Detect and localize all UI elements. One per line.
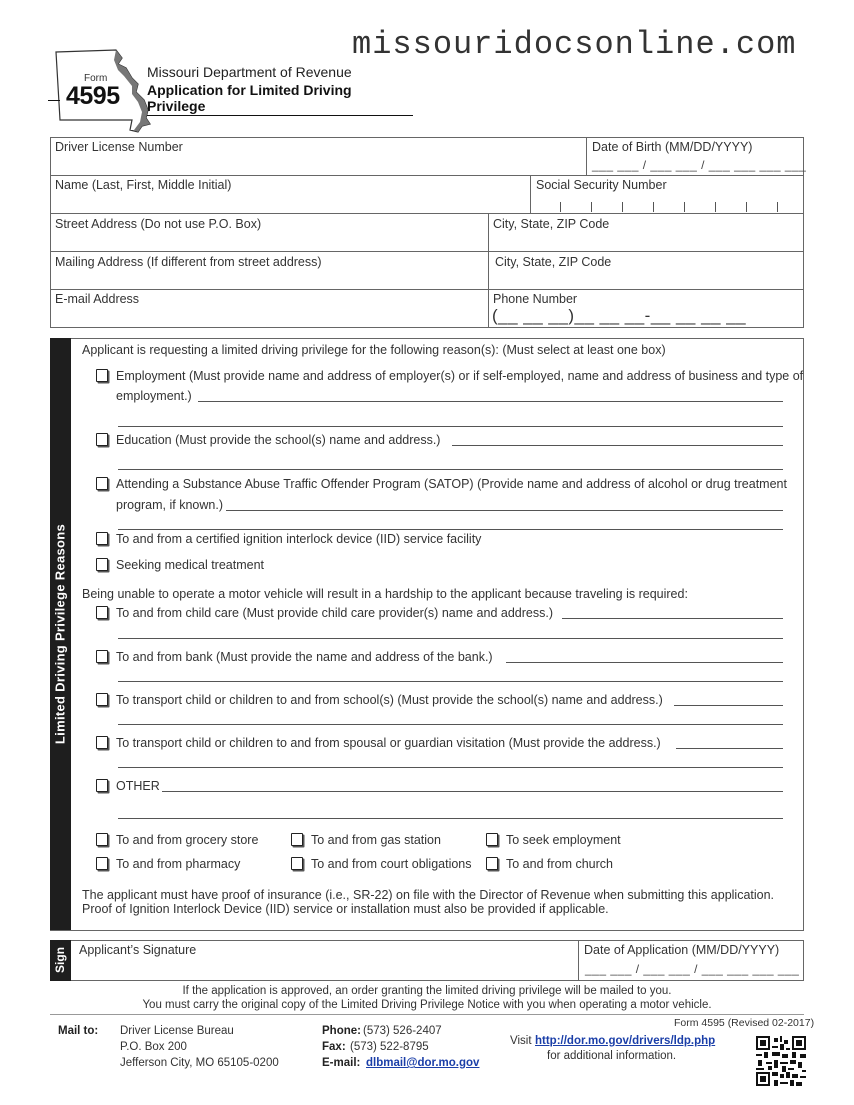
sign-side-label: Sign	[53, 947, 67, 973]
childcare-label: To and from child care (Must provide child care provider(s) name and address.)	[116, 606, 553, 620]
gas-checkbox[interactable]	[291, 833, 303, 846]
seek-employment-checkbox[interactable]	[486, 833, 498, 846]
medical-checkbox[interactable]	[96, 558, 108, 571]
street-address-field[interactable]: Street Address (Do not use P.O. Box)	[55, 217, 262, 231]
employment-label: Employment (Must provide name and address of employer(s) or if self-employed, name and address of business and type of	[116, 369, 804, 383]
hardship-intro: Being unable to operate a motor vehicle will result in a hardship to the applicant because traveling is required:	[82, 587, 688, 601]
gas-label: To and from gas station	[311, 833, 441, 847]
employment-line[interactable]	[118, 426, 783, 427]
school-transport-checkbox[interactable]	[96, 693, 108, 706]
signature-field[interactable]: Applicant’s Signature	[79, 943, 197, 957]
email-label: E-mail:	[322, 1057, 361, 1069]
other-line[interactable]	[162, 791, 783, 792]
email-field[interactable]: E-mail Address	[55, 292, 140, 306]
education-checkbox[interactable]	[96, 433, 108, 446]
education-label: Education (Must provide the school(s) name and address.)	[116, 433, 441, 447]
grocery-checkbox[interactable]	[96, 833, 108, 846]
school-transport-line[interactable]	[118, 724, 783, 725]
mailing-city-state-zip-field[interactable]: City, State, ZIP Code	[495, 255, 612, 269]
childcare-line[interactable]	[562, 618, 783, 619]
pharmacy-checkbox[interactable]	[96, 857, 108, 870]
satop-label-cont: program, if known.)	[116, 498, 223, 512]
reasons-intro: Applicant is requesting a limited driving privilege for the following reason(s): (Must select at least one box)	[82, 343, 666, 357]
bank-label: To and from bank (Must provide the name and address of the bank.)	[116, 650, 493, 664]
visitation-line[interactable]	[118, 767, 783, 768]
ldp-website-link[interactable]: http://dor.mo.gov/drivers/ldp.php	[535, 1035, 716, 1047]
application-date-field[interactable]: Date of Application (MM/DD/YYYY)	[584, 943, 780, 957]
mail-address-line-3: Jefferson City, MO 65105-0200	[120, 1057, 279, 1069]
visitation-label: To transport child or children to and from spousal or guardian visitation (Must provide the address.)	[116, 736, 661, 750]
site-watermark: missouridocsonline.com	[352, 26, 797, 63]
phone-blanks: (__ __ __)__ __ __-__ __ __ __	[492, 306, 747, 325]
education-line[interactable]	[452, 445, 783, 446]
grid-divider	[50, 251, 804, 252]
dob-blanks: ___ ___ / ___ ___ / ___ ___ ___ ___	[592, 158, 807, 172]
employment-checkbox[interactable]	[96, 369, 108, 382]
satop-label: Attending a Substance Abuse Traffic Offender Program (SATOP) (Provide name and address of alcohol or drug treatment	[116, 477, 787, 491]
iid-proof-notice: Proof of Ignition Interlock Device (IID) service or installation must also be provided if applicable.	[82, 902, 609, 916]
church-checkbox[interactable]	[486, 857, 498, 870]
mail-address-line-2: P.O. Box 200	[120, 1041, 187, 1053]
revision-label: Form 4595 (Revised 02-2017)	[674, 1017, 815, 1029]
grid-divider	[50, 213, 804, 214]
ssn-digit-dividers	[560, 202, 778, 212]
employment-line[interactable]	[198, 401, 783, 402]
mail-address-line-1: Driver License Bureau	[120, 1025, 234, 1037]
ssn-field[interactable]: Social Security Number	[536, 178, 667, 192]
grocery-label: To and from grocery store	[116, 833, 259, 847]
carry-notice: You must carry the original copy of the Limited Driving Privilege Notice with you when operating a motor vehicle.	[142, 999, 712, 1011]
church-label: To and from church	[506, 857, 613, 871]
footer-divider	[50, 1014, 804, 1015]
reasons-side-label: Limited Driving Privilege Reasons	[52, 523, 68, 745]
approval-note: If the application is approved, an order granting the limited driving privilege will be mailed to you.	[182, 985, 672, 997]
mail-to-label: Mail to:	[58, 1025, 99, 1037]
employment-label-cont: employment.)	[116, 389, 192, 403]
form-label: Form	[84, 73, 108, 84]
phone-field[interactable]: Phone Number	[493, 292, 578, 306]
other-label: OTHER	[116, 779, 160, 793]
driver-license-field[interactable]: Driver License Number	[55, 140, 183, 154]
pharmacy-label: To and from pharmacy	[116, 857, 241, 871]
phone-value: (573) 526-2407	[363, 1025, 442, 1037]
bank-line[interactable]	[506, 662, 783, 663]
other-line[interactable]	[118, 818, 783, 819]
mailing-address-field[interactable]: Mailing Address (If different from street address)	[55, 255, 322, 269]
form-dash-divider	[48, 100, 60, 101]
school-transport-label: To transport child or children to and from school(s) (Must provide the school(s) name and address.)	[116, 693, 663, 707]
satop-line[interactable]	[226, 510, 783, 511]
school-transport-line[interactable]	[674, 705, 783, 706]
fax-value: (573) 522-8795	[350, 1041, 429, 1053]
dob-field[interactable]: Date of Birth (MM/DD/YYYY)	[592, 140, 753, 154]
bank-line[interactable]	[118, 681, 783, 682]
grid-divider	[530, 175, 531, 213]
grid-divider	[488, 213, 489, 328]
qr-code-icon	[756, 1036, 806, 1086]
form-number: 4595	[66, 82, 120, 110]
seek-employment-label: To seek employment	[506, 833, 621, 847]
education-line[interactable]	[118, 469, 783, 470]
iid-checkbox[interactable]	[96, 532, 108, 545]
grid-divider	[50, 289, 804, 290]
court-checkbox[interactable]	[291, 857, 303, 870]
agency-name: Missouri Department of Revenue	[147, 64, 352, 80]
court-label: To and from court obligations	[311, 857, 472, 871]
iid-label: To and from a certified ignition interlock device (IID) service facility	[116, 532, 482, 546]
application-date-blanks: ___ ___ / ___ ___ / ___ ___ ___ ___	[585, 962, 800, 976]
other-checkbox[interactable]	[96, 779, 108, 792]
grid-divider	[586, 137, 587, 175]
name-field[interactable]: Name (Last, First, Middle Initial)	[55, 178, 232, 192]
bank-checkbox[interactable]	[96, 650, 108, 663]
visitation-checkbox[interactable]	[96, 736, 108, 749]
insurance-notice: The applicant must have proof of insurance (i.e., SR-22) on file with the Director of Revenue when submitting this application.	[82, 888, 775, 902]
visitation-line[interactable]	[676, 748, 783, 749]
grid-divider	[50, 175, 804, 176]
visit-suffix: for additional information.	[547, 1050, 677, 1062]
sign-divider	[578, 940, 579, 981]
phone-label: Phone:	[322, 1025, 361, 1037]
visit-prefix: Visit	[510, 1035, 532, 1047]
medical-label: Seeking medical treatment	[116, 558, 264, 572]
childcare-checkbox[interactable]	[96, 606, 108, 619]
page-title: Application for Limited Driving Privilege	[147, 82, 413, 116]
city-state-zip-field[interactable]: City, State, ZIP Code	[493, 217, 610, 231]
fax-label: Fax:	[322, 1041, 346, 1053]
satop-checkbox[interactable]	[96, 477, 108, 490]
childcare-line[interactable]	[118, 638, 783, 639]
satop-line[interactable]	[118, 529, 783, 530]
email-link[interactable]: dlbmail@dor.mo.gov	[366, 1057, 480, 1069]
